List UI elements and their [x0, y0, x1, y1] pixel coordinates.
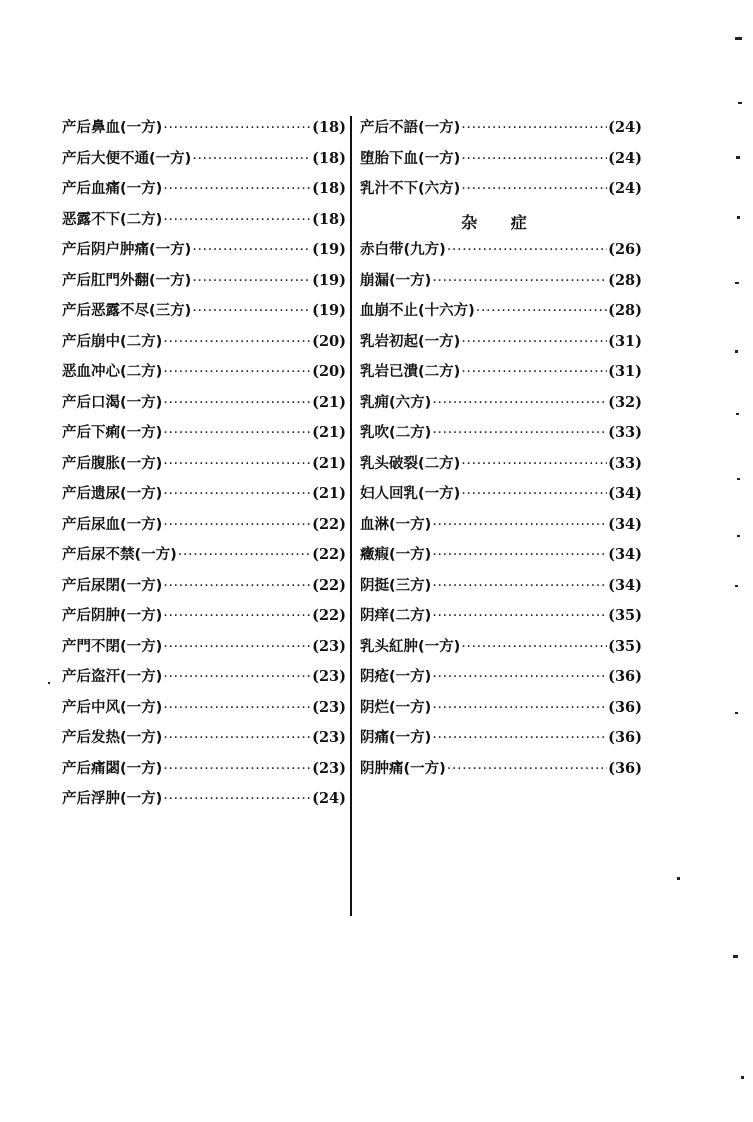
- dot-leader: [163, 181, 311, 197]
- dot-leader: [461, 181, 607, 197]
- toc-entry: [360, 665, 642, 696]
- scan-speck: [677, 877, 680, 880]
- toc-entry: [360, 391, 642, 422]
- entry-page: (22): [312, 546, 346, 563]
- toc-entry: [360, 421, 642, 452]
- entry-page: (34): [608, 576, 642, 594]
- dot-leader: [163, 395, 311, 411]
- toc-entry: [360, 574, 642, 605]
- toc-entry: [360, 452, 642, 483]
- dot-leader: [447, 761, 607, 777]
- entry-title: 产后不語(一方): [360, 120, 461, 136]
- toc-entry: [62, 238, 346, 269]
- dot-leader: [461, 364, 607, 380]
- scan-speck: [733, 955, 738, 958]
- dot-leader: [163, 608, 311, 624]
- toc-entry: [62, 391, 346, 422]
- entry-title: 阴疮(一方): [360, 669, 432, 685]
- entry-page: (34): [608, 485, 642, 502]
- entry-title: 产后盗汗(一方): [62, 669, 163, 685]
- dot-leader: [163, 669, 311, 685]
- toc-entry: [360, 116, 642, 147]
- entry-title: 产后血痛(一方): [62, 181, 163, 197]
- dot-leader: [461, 120, 607, 136]
- dot-leader: [163, 212, 311, 228]
- toc-entry: [62, 513, 346, 544]
- toc-entry: [360, 360, 642, 391]
- entry-page: (34): [608, 515, 642, 533]
- entry-page: (36): [608, 668, 642, 685]
- entry-page: (24): [608, 180, 642, 197]
- entry-title: 阴肿痛(一方): [360, 760, 446, 777]
- toc-entry: [62, 787, 346, 818]
- toc-entry: [360, 238, 642, 269]
- entry-title: 产后中风(一方): [62, 699, 163, 716]
- toc-entry: [360, 635, 642, 666]
- entry-title: 产后阴户肿痛(一方): [62, 242, 192, 258]
- toc-entry: [360, 147, 642, 178]
- entry-page: (28): [608, 271, 642, 289]
- entry-title: 血淋(一方): [360, 516, 432, 533]
- entry-title: 产門不閉(一方): [62, 638, 163, 655]
- entry-page: (20): [312, 332, 346, 350]
- dot-leader: [192, 151, 311, 167]
- entry-title: 产后阴肿(一方): [62, 608, 163, 624]
- scan-speck: [48, 682, 50, 684]
- entry-page: (33): [608, 424, 642, 441]
- entry-page: (28): [608, 302, 642, 319]
- entry-page: (18): [312, 149, 346, 167]
- entry-title: 阴挺(三方): [360, 577, 432, 594]
- entry-title: 产后鼻血(一方): [62, 120, 163, 136]
- dot-leader: [432, 669, 607, 685]
- dot-leader: [461, 456, 607, 472]
- dot-leader: [163, 639, 311, 655]
- entry-page: (21): [312, 424, 346, 441]
- entry-page: (22): [312, 576, 346, 594]
- entry-page: (21): [312, 485, 346, 502]
- scan-speck: [738, 102, 742, 104]
- entry-page: (18): [312, 210, 346, 228]
- scan-speck: [736, 156, 740, 159]
- entry-title: 乳痈(六方): [360, 394, 432, 411]
- entry-page: (18): [312, 119, 346, 136]
- toc-entry: [62, 543, 346, 574]
- toc-entry: [360, 299, 642, 330]
- dot-leader: [163, 456, 311, 472]
- entry-title: 乳岩初起(一方): [360, 333, 461, 350]
- dot-leader: [432, 517, 607, 533]
- dot-leader: [163, 791, 311, 807]
- scan-speck: [737, 535, 740, 537]
- dot-leader: [163, 334, 311, 350]
- entry-page: (21): [312, 454, 346, 472]
- scan-speck: [737, 216, 740, 219]
- dot-leader: [461, 151, 607, 167]
- entry-title: 乳岩已潰(二方): [360, 364, 461, 380]
- dot-leader: [461, 486, 607, 502]
- entry-title: 产后遗尿(一方): [62, 486, 163, 502]
- dot-leader: [163, 364, 311, 380]
- entry-page: (36): [608, 698, 642, 716]
- entry-page: (19): [312, 241, 346, 258]
- toc-entry: [62, 452, 346, 483]
- entry-title: 产后尿血(一方): [62, 516, 163, 533]
- toc-entry: [62, 299, 346, 330]
- dot-leader: [178, 547, 311, 563]
- entry-page: (36): [608, 729, 642, 746]
- dot-leader: [461, 639, 607, 655]
- entry-page: (23): [312, 698, 346, 716]
- toc-entry: [62, 147, 346, 178]
- toc-entry: [360, 726, 642, 757]
- entry-title: 恶血冲心(二方): [62, 364, 163, 380]
- entry-page: (26): [608, 241, 642, 258]
- entry-page: (23): [312, 668, 346, 685]
- entry-title: 产后崩中(二方): [62, 333, 163, 350]
- toc-entry: [360, 757, 642, 788]
- toc-entry: [360, 482, 642, 513]
- toc-entry: [62, 421, 346, 452]
- dot-leader: [447, 242, 607, 258]
- dot-leader: [432, 425, 607, 441]
- dot-leader: [432, 730, 607, 746]
- entry-title: 血崩不止(十六方): [360, 303, 475, 319]
- dot-leader: [476, 303, 607, 319]
- toc-entry: [62, 177, 346, 208]
- toc-entry: [62, 604, 346, 635]
- entry-page: (24): [312, 790, 346, 807]
- entry-title: 乳吹(二方): [360, 425, 432, 441]
- toc-entry: [62, 208, 346, 239]
- entry-page: (22): [312, 515, 346, 533]
- entry-title: 产后恶露不尽(三方): [62, 303, 192, 319]
- dot-leader: [163, 486, 311, 502]
- scan-speck: [735, 585, 738, 587]
- dot-leader: [432, 395, 607, 411]
- entry-page: (24): [608, 149, 642, 167]
- dot-leader: [192, 303, 311, 319]
- entry-title: 堕胎下血(一方): [360, 150, 461, 167]
- toc-entry: [360, 269, 642, 300]
- dot-leader: [432, 700, 607, 716]
- toc-entry: [62, 696, 346, 727]
- toc-entry: [360, 330, 642, 361]
- toc-entry: [360, 177, 642, 208]
- entry-title: 癥瘕(一方): [360, 547, 432, 563]
- entry-title: 产后大便不通(一方): [62, 150, 192, 167]
- entry-title: 阴烂(一方): [360, 699, 432, 716]
- dot-leader: [432, 608, 607, 624]
- entry-title: 产后口渴(一方): [62, 394, 163, 411]
- dot-leader: [432, 273, 607, 289]
- toc-entry: [360, 696, 642, 727]
- entry-page: (31): [608, 363, 642, 380]
- dot-leader: [163, 425, 311, 441]
- dot-leader: [432, 547, 607, 563]
- toc-entry: [62, 330, 346, 361]
- entry-page: (23): [312, 637, 346, 655]
- scan-speck: [741, 1076, 744, 1079]
- entry-title: 恶露不下(二方): [62, 211, 163, 228]
- toc-entry: [360, 513, 642, 544]
- entry-page: (22): [312, 607, 346, 624]
- section-heading: 杂 症: [461, 212, 541, 232]
- entry-page: (34): [608, 546, 642, 563]
- entry-page: (23): [312, 729, 346, 746]
- toc-entry: [62, 757, 346, 788]
- entry-page: (21): [312, 393, 346, 411]
- entry-title: 产后肛門外翻(一方): [62, 272, 192, 289]
- dot-leader: [461, 334, 607, 350]
- dot-leader: [192, 273, 311, 289]
- entry-title: 产后尿閉(一方): [62, 577, 163, 594]
- entry-page: (19): [312, 271, 346, 289]
- entry-page: (19): [312, 302, 346, 319]
- entry-page: (18): [312, 180, 346, 197]
- entry-title: 赤白带(九方): [360, 242, 446, 258]
- toc-entry: [62, 482, 346, 513]
- dot-leader: [163, 730, 311, 746]
- entry-title: 产后腹胀(一方): [62, 455, 163, 472]
- entry-title: 乳头破裂(二方): [360, 455, 461, 472]
- toc-entry: [62, 360, 346, 391]
- entry-page: (31): [608, 332, 642, 350]
- scan-speck: [736, 413, 739, 415]
- entry-title: 产后浮肿(一方): [62, 791, 163, 807]
- entry-title: 阴痒(二方): [360, 608, 432, 624]
- dot-leader: [432, 578, 607, 594]
- toc-entry: [62, 726, 346, 757]
- entry-title: 阴痛(一方): [360, 730, 432, 746]
- entry-page: (32): [608, 393, 642, 411]
- entry-title: 乳头紅肿(一方): [360, 638, 461, 655]
- toc-entry: [62, 665, 346, 696]
- entry-page: (33): [608, 454, 642, 472]
- column-divider: [350, 116, 352, 916]
- entry-title: 产后下痢(一方): [62, 425, 163, 441]
- scan-speck: [735, 282, 739, 284]
- dot-leader: [163, 700, 311, 716]
- entry-page: (23): [312, 759, 346, 777]
- toc-entry: [62, 269, 346, 300]
- scan-speck: [737, 478, 740, 480]
- entry-title: 崩漏(一方): [360, 272, 432, 289]
- entry-page: (20): [312, 363, 346, 380]
- entry-page: (36): [608, 759, 642, 777]
- toc-entry: [62, 574, 346, 605]
- entry-title: 产后发热(一方): [62, 730, 163, 746]
- entry-page: (24): [608, 119, 642, 136]
- toc-right-column: [360, 116, 642, 787]
- entry-title: 妇人回乳(一方): [360, 486, 461, 502]
- toc-entry: [62, 635, 346, 666]
- toc-entry: [360, 604, 642, 635]
- entry-page: (35): [608, 637, 642, 655]
- dot-leader: [163, 517, 311, 533]
- scan-speck: [735, 350, 738, 353]
- entry-title: 产后痛閟(一方): [62, 760, 163, 777]
- toc-entry: [360, 543, 642, 574]
- entry-title: 乳汁不下(六方): [360, 181, 461, 197]
- scan-speck: [735, 37, 742, 40]
- toc-entry: [62, 116, 346, 147]
- dot-leader: [163, 761, 311, 777]
- toc-left-column: [62, 116, 346, 818]
- dot-leader: [192, 242, 311, 258]
- scan-speck: [735, 712, 738, 714]
- entry-page: (35): [608, 607, 642, 624]
- dot-leader: [163, 578, 311, 594]
- dot-leader: [163, 120, 311, 136]
- entry-title: 产后尿不禁(一方): [62, 547, 177, 563]
